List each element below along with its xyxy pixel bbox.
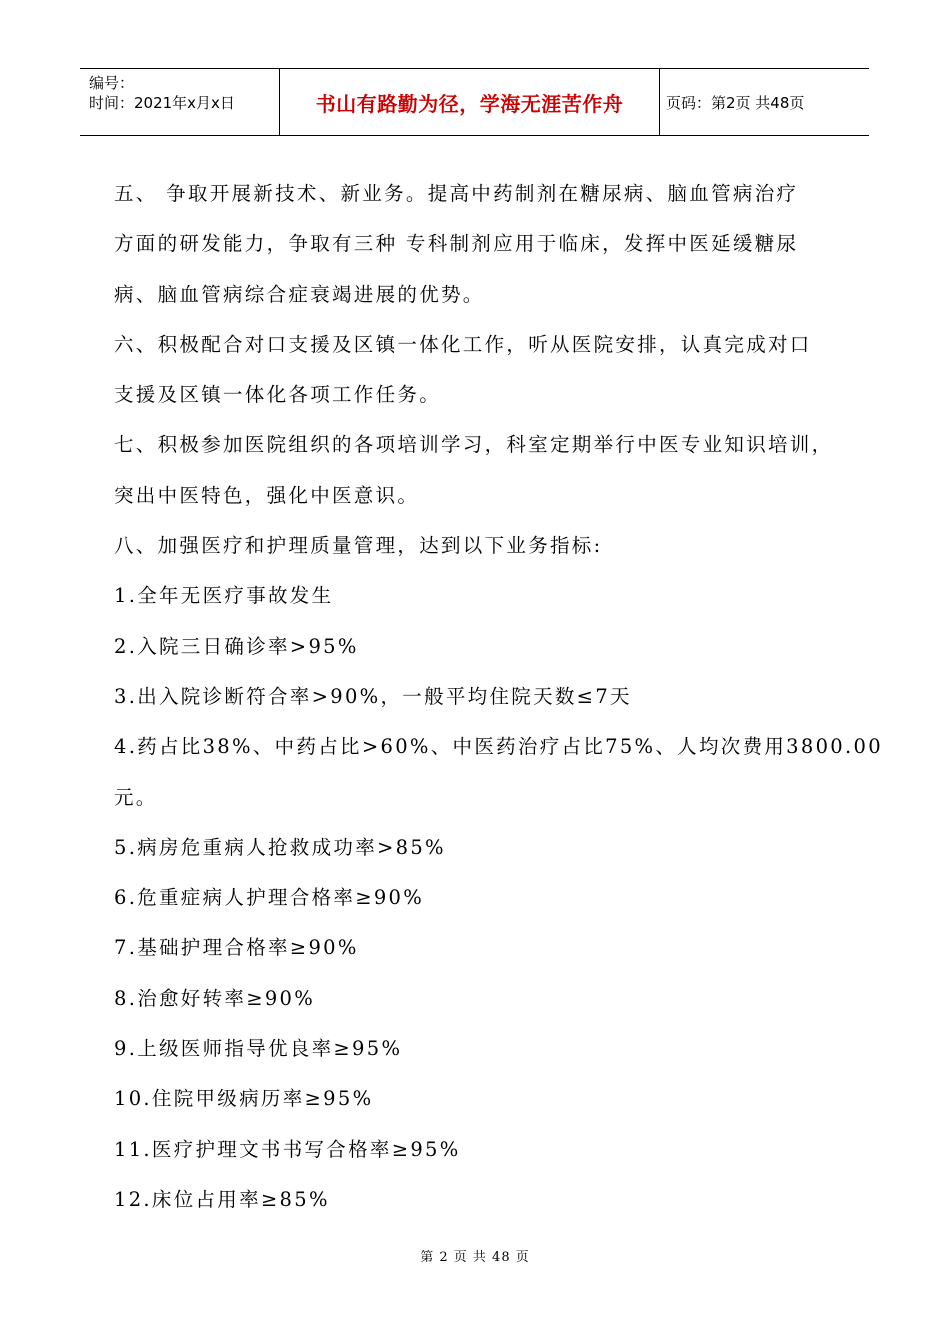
- document-time: 时间：2021年x月x日: [89, 94, 235, 112]
- body-line: 七、积极参加医院组织的各项培训学习，科室定期举行中医专业知识培训，: [114, 433, 834, 457]
- header-motto: 书山有路勤为径，学海无涯苦作舟: [280, 69, 660, 135]
- body-line: 1.全年无医疗事故发生: [114, 584, 334, 608]
- body-line: 9.上级医师指导优良率≥95%: [114, 1037, 403, 1061]
- body-line: 11.医疗护理文书书写合格率≥95%: [114, 1137, 461, 1161]
- body-line: 2.入院三日确诊率>95%: [114, 634, 359, 658]
- body-line: 4.药占比38%、中药占比>60%、中医药治疗占比75%、人均次费用3800.00: [114, 735, 883, 759]
- header-page-info: 页码：第2页 共48页: [666, 93, 805, 112]
- document-number-label: 编号：: [89, 74, 135, 92]
- body-line: 病、脑血管病综合症衰竭进展的优势。: [114, 282, 485, 306]
- body-line: 方面的研发能力，争取有三种 专科制剂应用于临床，发挥中医延缓糖尿: [114, 232, 799, 256]
- body-line: 支援及区镇一体化各项工作任务。: [114, 383, 442, 407]
- body-line: 五、 争取开展新技术、新业务。提高中药制剂在糖尿病、脑血管病治疗: [114, 182, 799, 205]
- body-line: 10.住院甲级病历率≥95%: [114, 1087, 374, 1111]
- body-line: 5.病房危重病人抢救成功率>85%: [114, 835, 446, 859]
- body-line: 6.危重症病人护理合格率≥90%: [114, 886, 425, 910]
- body-line: 8.治愈好转率≥90%: [114, 986, 316, 1010]
- body-line: 八、加强医疗和护理质量管理，达到以下业务指标:: [114, 534, 603, 558]
- body-line: 7.基础护理合格率≥90%: [114, 936, 359, 960]
- body-line: 突出中医特色，强化中医意识。: [114, 483, 420, 507]
- page-header: [80, 68, 869, 136]
- document-body: [114, 176, 883, 1232]
- body-line: 12.床位占用率≥85%: [114, 1187, 330, 1211]
- body-line: 六、积极配合对口支援及区镇一体化工作，听从医院安排，认真完成对口: [114, 332, 812, 356]
- header-meta: [80, 69, 280, 135]
- body-line: 3.出入院诊断符合率>90%，一般平均住院天数≤7天: [114, 684, 632, 708]
- body-line: 元。: [114, 785, 158, 809]
- page-footer: 第 2 页 共 48 页: [420, 1250, 530, 1265]
